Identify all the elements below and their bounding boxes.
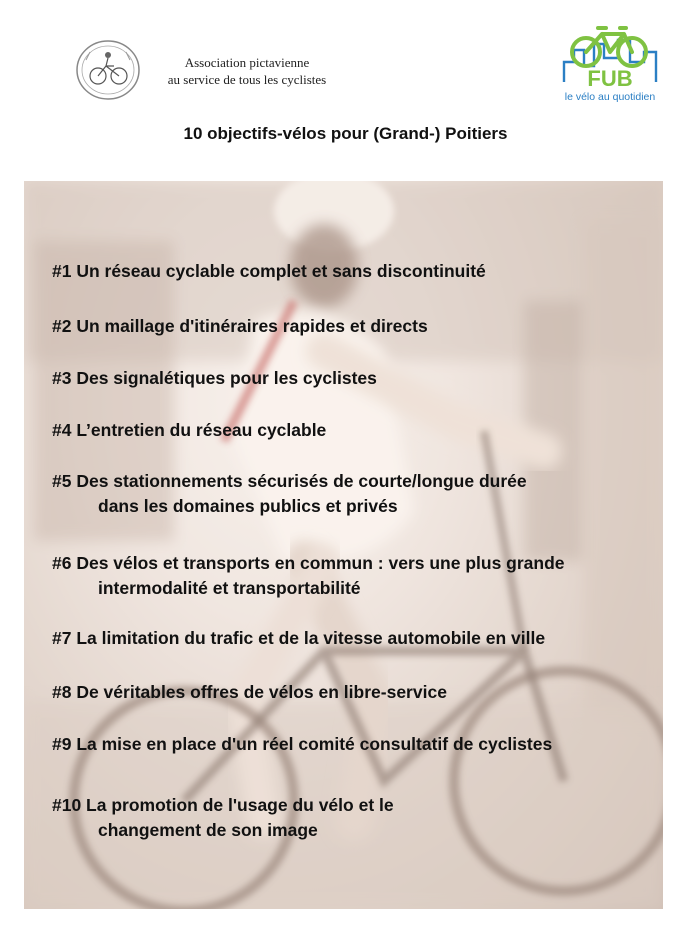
goal-item-2 bbox=[52, 314, 428, 339]
goal-item-5 bbox=[52, 469, 527, 519]
goal-9-text: #9 La mise en place d'un réel comité consultatif de cyclistes bbox=[52, 734, 553, 754]
goal-8-text: #8 De véritables offres de vélos en libre-service bbox=[52, 682, 447, 702]
goal-5-text: #5 Des stationnements sécurisés de courte/longue durée bbox=[52, 471, 527, 491]
goal-item-9 bbox=[52, 732, 552, 757]
goal-6-text: #6 Des vélos et transports en commun : vers une plus grande bbox=[52, 553, 565, 573]
goal-item-7 bbox=[52, 626, 545, 651]
goal-item-1 bbox=[52, 259, 486, 284]
goal-4-text: #4 L’entretien du réseau cyclable bbox=[52, 420, 327, 440]
association-line-1: Association pictavienne bbox=[184, 55, 310, 70]
goal-5-continuation: dans les domaines publics et privés bbox=[98, 496, 398, 516]
goal-10-text: #10 La promotion de l'usage du vélo et le bbox=[52, 795, 394, 815]
goal-1-text: #1 Un réseau cyclable complet et sans discontinuité bbox=[52, 261, 486, 281]
vintage-cyclist-seal-icon bbox=[74, 38, 142, 102]
goal-item-3 bbox=[52, 366, 377, 391]
goal-item-4 bbox=[52, 418, 326, 443]
goal-2-text: #2 Un maillage d'itinéraires rapides et directs bbox=[52, 316, 428, 336]
fub-logo-text: FUB bbox=[587, 66, 633, 91]
goal-3-text: #3 Des signalétiques pour les cyclistes bbox=[52, 368, 377, 388]
fub-tagline: le vélo au quotidien bbox=[564, 91, 656, 103]
goal-7-text: #7 La limitation du trafic et de la vitesse automobile en ville bbox=[52, 628, 546, 648]
association-line-2: au service de tous les cyclistes bbox=[167, 72, 327, 87]
association-name bbox=[152, 54, 342, 88]
goal-6-continuation: intermodalité et transportabilité bbox=[98, 578, 361, 598]
goal-item-6 bbox=[52, 551, 565, 601]
goal-item-8 bbox=[52, 680, 447, 705]
page-title: 10 objectifs-vélos pour (Grand-) Poitiers bbox=[183, 124, 508, 143]
goal-10-continuation: changement de son image bbox=[98, 820, 318, 840]
goal-item-10 bbox=[52, 793, 394, 843]
